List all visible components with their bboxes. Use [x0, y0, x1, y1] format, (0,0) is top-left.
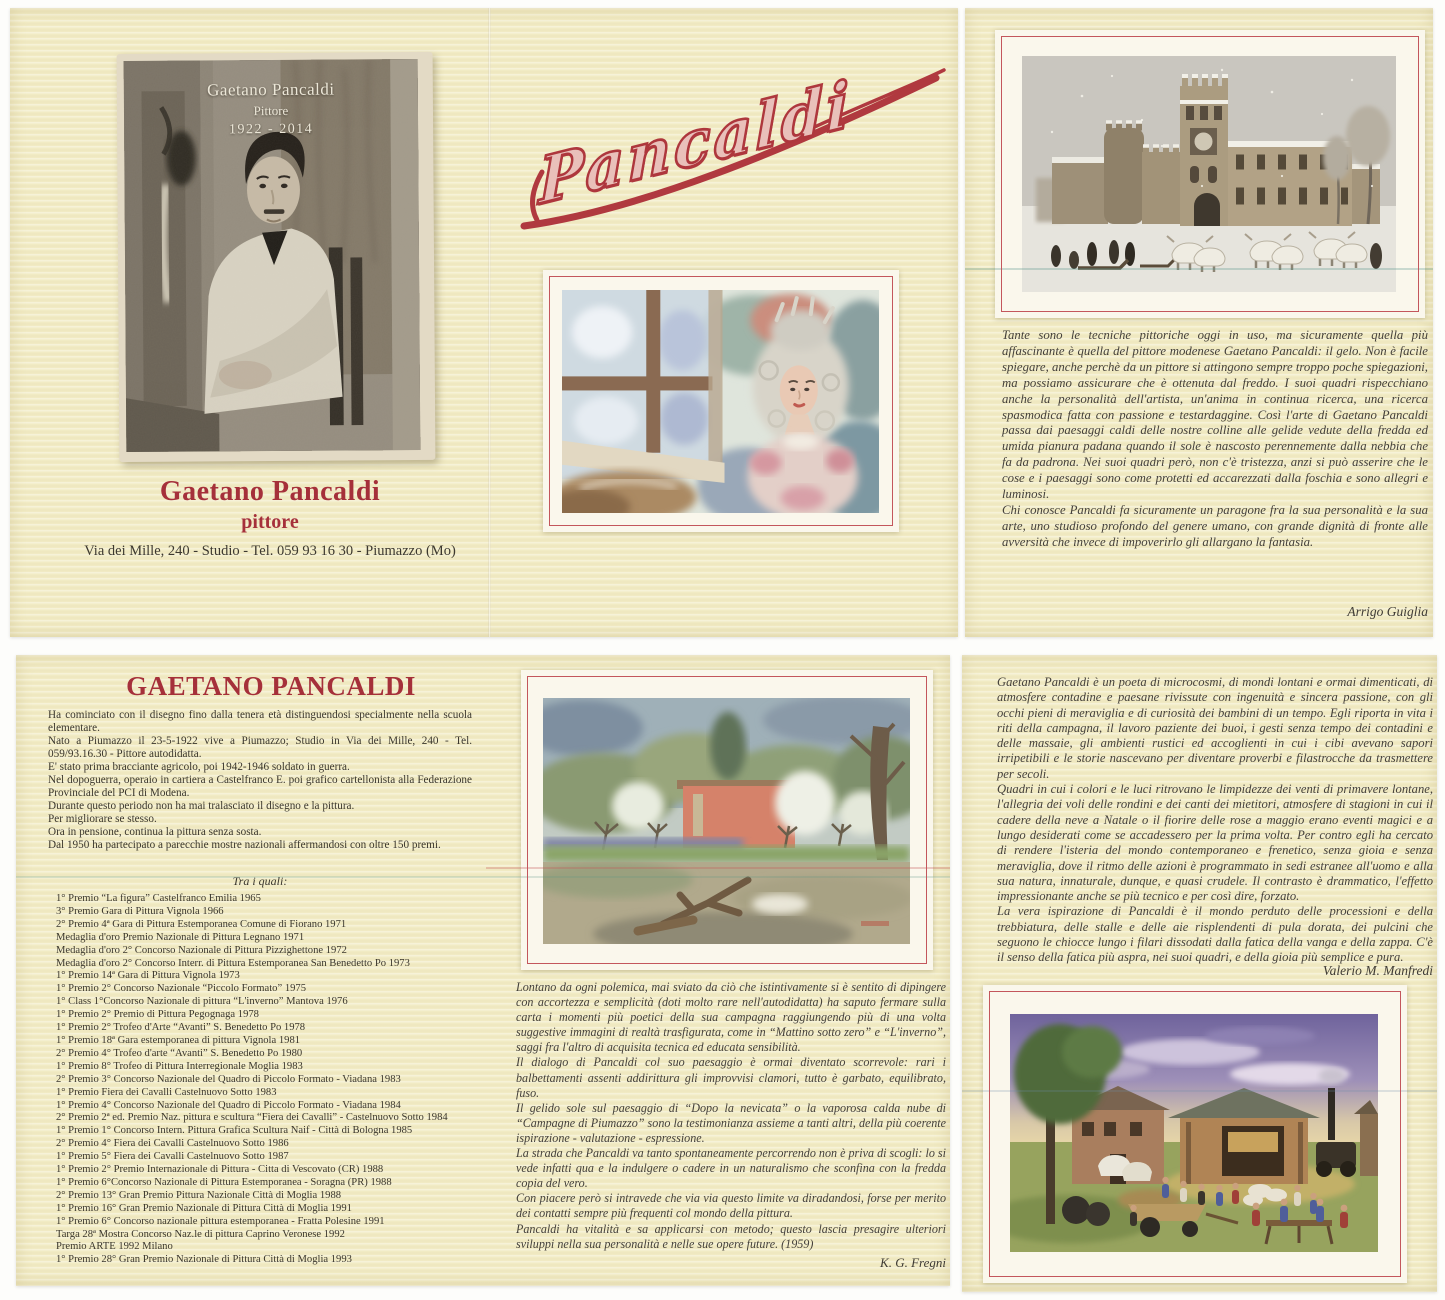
- photo-caption: [124, 79, 418, 139]
- biography-heading: GAETANO PANCALDI: [126, 671, 416, 701]
- award-item: 1° Premio 2° Trofeo d'Arte “Avanti” S. Benedetto Po 1978: [56, 1022, 306, 1034]
- fregni-article: [516, 980, 946, 1252]
- article-paragraph: La vera ispirazione di Pancaldi è il mondo perduto delle processioni e della trebbiatura, delle stalle e delle aie risplendenti di pula dorata, dei pulcini che seguono le chiocce lungo i filari dissodati dalla fatica della vanga e della zappa. C'è il senso della fatica più aspra, nei suoi quadri, e della gioia più semplice e pura.: [997, 904, 1433, 965]
- award-item: 1° Premio 2° Premio di Pittura Pegognaga 1978: [56, 1009, 259, 1021]
- article-paragraph: Quadri in cui i colori e le luci ritrovano le limpidezze dei venti di primavere lontane, l'allegria dei voli delle rondini e dei canti dei mietitori, atmosfere di stagioni in cui il cadere della neve a Natale o il fiorire delle rose a maggio erano eventi magici e a lungo desiderati come se accadessero per la prima volta. Per contro egli ha cercato di rendere l'isteria del mondo contemporaneo e frenetico, senza gioia e senza meraviglia, dove il ritmo delle azioni è programmato in sedi estranee all'uomo e alla sua natura, innaturale, dunque, e quasi crudele. Il contrasto è drammatico, l'effetto impressionante anche se più tecnico e per così dire, forzato.: [997, 782, 1433, 904]
- winter-castle-painting: [1022, 56, 1396, 292]
- panel-front-cover: [10, 8, 958, 637]
- award-item: 2° Premio 4° Fiera dei Cavalli Castelnuovo Sotto 1986: [56, 1138, 289, 1150]
- award-item: 1° Premio 4° Concorso Nazionale del Quadro di Piccolo Formato - Viadana 1984: [56, 1099, 401, 1111]
- manfredi-signature: Valerio M. Manfredi: [1322, 963, 1433, 978]
- panel-manfredi: [962, 655, 1437, 1292]
- award-item: 1° Premio 2° Concorso Nazionale “Piccolo Formato” 1975: [56, 983, 307, 995]
- awards-list: [56, 893, 528, 1267]
- award-item: 1° Premio 16° Gran Premio Nazionale di Pittura Città di Moglia 1991: [56, 1202, 352, 1214]
- bio-paragraph: E' stato prima bracciante agricolo, poi 1942-1946 soldato in guerra.: [48, 761, 350, 773]
- award-item: 1° Premio 14ª Gara di Pittura Vignola 1973: [56, 970, 240, 982]
- framed-artwork-winter-castle: [995, 30, 1425, 318]
- bio-paragraph: Nel dopoguerra, operaio in cartiera a Castelfranco E. poi grafico cartellonista alla Federazione Provinciale del PCI di Modena.: [48, 774, 472, 799]
- article-paragraph: Pancaldi ha vitalità e sa applicarsi con metodo; questo lascia presagire ulteriori sviluppi nella sua personalità e nelle sue opere future. (1959): [516, 1221, 946, 1251]
- awards-list-intro: Tra i quali:: [232, 874, 288, 888]
- award-item: 3° Premio Gara di Pittura Vignola 1966: [56, 905, 224, 917]
- award-item: 2° Premio 3° Concorso Nazionale del Quadro di Piccolo Formato - Viadana 1983: [56, 1073, 401, 1085]
- award-item: 1° Class 1°Concorso Nazionale di pittura “L'inverno” Mantova 1976: [56, 996, 348, 1008]
- award-item: 1° Premio “La figura” Castelfranco Emilia 1965: [56, 893, 261, 904]
- article-paragraph: Con piacere però si intravede che via via questo limite va diradandosi, forse per merito dei contatti sempre più frequenti col mondo della pittura.: [516, 1191, 946, 1221]
- bio-paragraph: Ha cominciato con il disegno fino dalla tenera età distinguendosi specialmente nella scuola elementare.: [48, 709, 472, 734]
- article-paragraph: Il dialogo di Pancaldi col suo paesaggio è ormai diventato scorrevole: rari i balbettamenti assenti addirittura gli improvvisi clamori, tutto è garbato, equilibrato, fuso.: [516, 1055, 946, 1100]
- article-paragraph: Gaetano Pancaldi è un poeta di microcosmi, di mondi lontani e ormai dimenticati, di atmosfere contadine e paesane rivissute con ingenuità e sincera passione, con gli occhi pieni di meraviglia e di curiosità dei bambini di un tempo. Egli riporta in vita i riti della campagna, il lavoro paziente dei buoi, i gesti senza tempo dei contadini e delle massaie, gli ambienti rustici ed accoglienti in cui i cibi avevano sapori irripetibili e le storie nascevano per diventare proverbi e filastrocche da trasmettere per secoli.: [997, 675, 1433, 781]
- award-item: 1° Premio 8° Trofeo di Pittura Interregionale Moglia 1983: [56, 1060, 303, 1072]
- portrait-photo-image: [124, 59, 421, 452]
- artist-name-heading: Gaetano Pancaldi: [159, 476, 381, 507]
- manfredi-article: [997, 675, 1433, 966]
- article-paragraph: La strada che Pancaldi va tanto spontaneamente percorrendo non è priva di scogli: lo si vede infatti qua e la indulgere o cadere in un naturalismo che sconfina con la fredda copia del vero.: [516, 1146, 946, 1191]
- bio-paragraph: Dal 1950 ha partecipato a parecchie mostre nazionali affermandosi con oltre 150 premi.: [48, 839, 441, 851]
- award-item: 1° Premio 1° Concorso Intern. Pittura Grafica Scultura Naif - Città di Bologna 1985: [56, 1125, 413, 1137]
- award-item: 1° Premio 18ª Gara estemporanea di pittura Vignola 1981: [56, 1034, 301, 1046]
- award-item: 2° Premio 2ª ed. Premio Naz. pittura e scultura “Fiera dei Cavalli” - Castelnuovo Sotto 1984: [56, 1112, 448, 1124]
- bio-paragraph: Ora in pensione, continua la pittura senza sosta.: [48, 826, 262, 838]
- guiglia-signature: Arrigo Guiglia: [1347, 604, 1428, 619]
- photo-caption-name: Gaetano Pancaldi: [207, 79, 335, 100]
- award-item: 1° Premio 6°Concorso Nazionale di Pittura Estemporanea - Soragna (PR) 1988: [56, 1176, 392, 1188]
- article-paragraph: Lontano da ogni polemica, mai sviato da ciò che istintivamente si è sentito di dipingere con accortezza e semplicità (doti molto rare nell'autodidatta) ha saputo fermare sulla carta i momenti più poetici della sua campagna raggiungendo più di una volta suggestive immagini di realtà trasfigurata, come in “Mattino sotto zero” e “L'inverno”, saggi fra l'altro di acquisita tecnica ed educata sensibilità.: [516, 980, 946, 1055]
- frost-window-woman-painting: [562, 290, 879, 513]
- threshing-scene-painting: [1010, 1014, 1378, 1252]
- award-item: Medaglia d'oro Premio Nazionale di Pittura Legnano 1971: [56, 931, 305, 943]
- panel-guiglia: [965, 8, 1433, 637]
- article-paragraph: Chi conosce Pancaldi fa sicuramente un paragone fra la sua personalità e la sua arte, uno studioso profondo del genere umano, con grande dignità di fronte alle avversità che invece di impoverirlo gli allargano la fantasia.: [1002, 502, 1428, 549]
- award-item: 1° Premio 28° Gran Premio Nazionale di Pittura Città di Moglia 1993: [56, 1254, 352, 1266]
- framed-artwork-threshing-scene: [983, 985, 1407, 1283]
- award-item: 1° Premio Fiera dei Cavalli Castelnuovo Sotto 1983: [56, 1086, 277, 1098]
- studio-address: Via dei Mille, 240 - Studio - Tel. 059 93 16 30 - Piumazzo (Mo): [84, 543, 456, 559]
- article-paragraph: Il gelido sole sul paesaggio di “Dopo la nevicata” o la vaporosa calda nube di “Campagne di Piumazzo” sono la testimonianza assieme a tanti altri, della più coerente ispirazione - valutazione - espressione.: [516, 1100, 946, 1145]
- bio-paragraph: Durante questo periodo non ha mai tralasciato il disegno e la pittura.: [48, 800, 355, 812]
- award-item: Premio ARTE 1992 Milano: [56, 1241, 173, 1253]
- article-paragraph: Tante sono le tecniche pittoriche oggi in uso, ma sicuramente quella più affascinante è quella del pittore modenese Gaetano Pancaldi: il gelo. Non è facile spiegare, anche perchè da un pittore si attingono sempre troppo poche spiegazioni, ma possiamo assicurare che è ottenuta dal freddo. I suoi quadri rispecchiano anche la personalità dell'artista, un'anima in continua ricerca, una ricerca spasmodica fatta con passione e testardaggine. Così l'arte di Gaetano Pancaldi passa dai paesaggi caldi delle nostre colline alle gelide vedute della fredda ed umida pianura padana quando il sole è nascosto perennemente dalla nebbia che fa da padrona. Nei suoi quadri però, non c'è tristezza, anzi si può asserire che le cose e i paesaggi sono come protetti ed accarezzati dalla foschia e sono allegri e luminosi.: [1002, 328, 1428, 502]
- award-item: 1° Premio 2° Premio Internazionale di Pittura - Citta di Vescovato (CR) 1988: [56, 1164, 384, 1176]
- artist-subtitle: pittore: [241, 511, 299, 533]
- framed-artwork-frost-window: [543, 270, 899, 532]
- spring-landscape-painting: [543, 698, 910, 944]
- award-item: Targa 28ª Mostra Concorso Naz.le di pittura Caprino Veronese 1992: [56, 1228, 345, 1240]
- award-item: 2° Premio 13° Gran Premio Pittura Nazionale Città di Moglia 1988: [56, 1189, 342, 1201]
- framed-artwork-spring-landscape: [521, 670, 933, 970]
- photo-caption-years: 1922 - 2014: [228, 121, 314, 138]
- biography-text: [48, 709, 472, 852]
- guiglia-article: [1002, 328, 1428, 551]
- bio-paragraph: Per migliorare se stesso.: [48, 813, 157, 825]
- award-item: 2° Premio 4ª Gara di Pittura Estemporanea Comune di Fiorano 1971: [56, 918, 347, 930]
- bio-paragraph: Nato a Piumazzo il 23-5-1922 vive a Piumazzo; Studio in Via dei Mille, 240 - Tel. 059/93.16.30 - Pittore autodidatta.: [48, 735, 472, 760]
- award-item: 1° Premio 6° Concorso nazionale pittura estemporanea - Fratta Polesine 1991: [56, 1215, 385, 1227]
- pancaldi-signature: [508, 54, 956, 262]
- award-item: Medaglia d'oro 2° Concorso Nazionale di Pittura Pizzighettone 1972: [56, 944, 347, 956]
- portrait-photo: [117, 52, 436, 462]
- fregni-signature: K. G. Fregni: [880, 1255, 946, 1270]
- award-item: 1° Premio 5° Fiera dei Cavalli Castelnuovo Sotto 1987: [56, 1151, 289, 1163]
- signature-script-text: Pancaldi: [538, 65, 852, 220]
- award-item: Medaglia d'oro 2° Concorso Interr. di Pittura Estemporanea San Benedetto Po 1973: [56, 957, 410, 969]
- panel-biography: [16, 655, 950, 1286]
- award-item: 2° Premio 4° Trofeo d'arte “Avanti” S. Benedetto Po 1980: [56, 1047, 303, 1059]
- photo-caption-title: Pittore: [253, 102, 289, 119]
